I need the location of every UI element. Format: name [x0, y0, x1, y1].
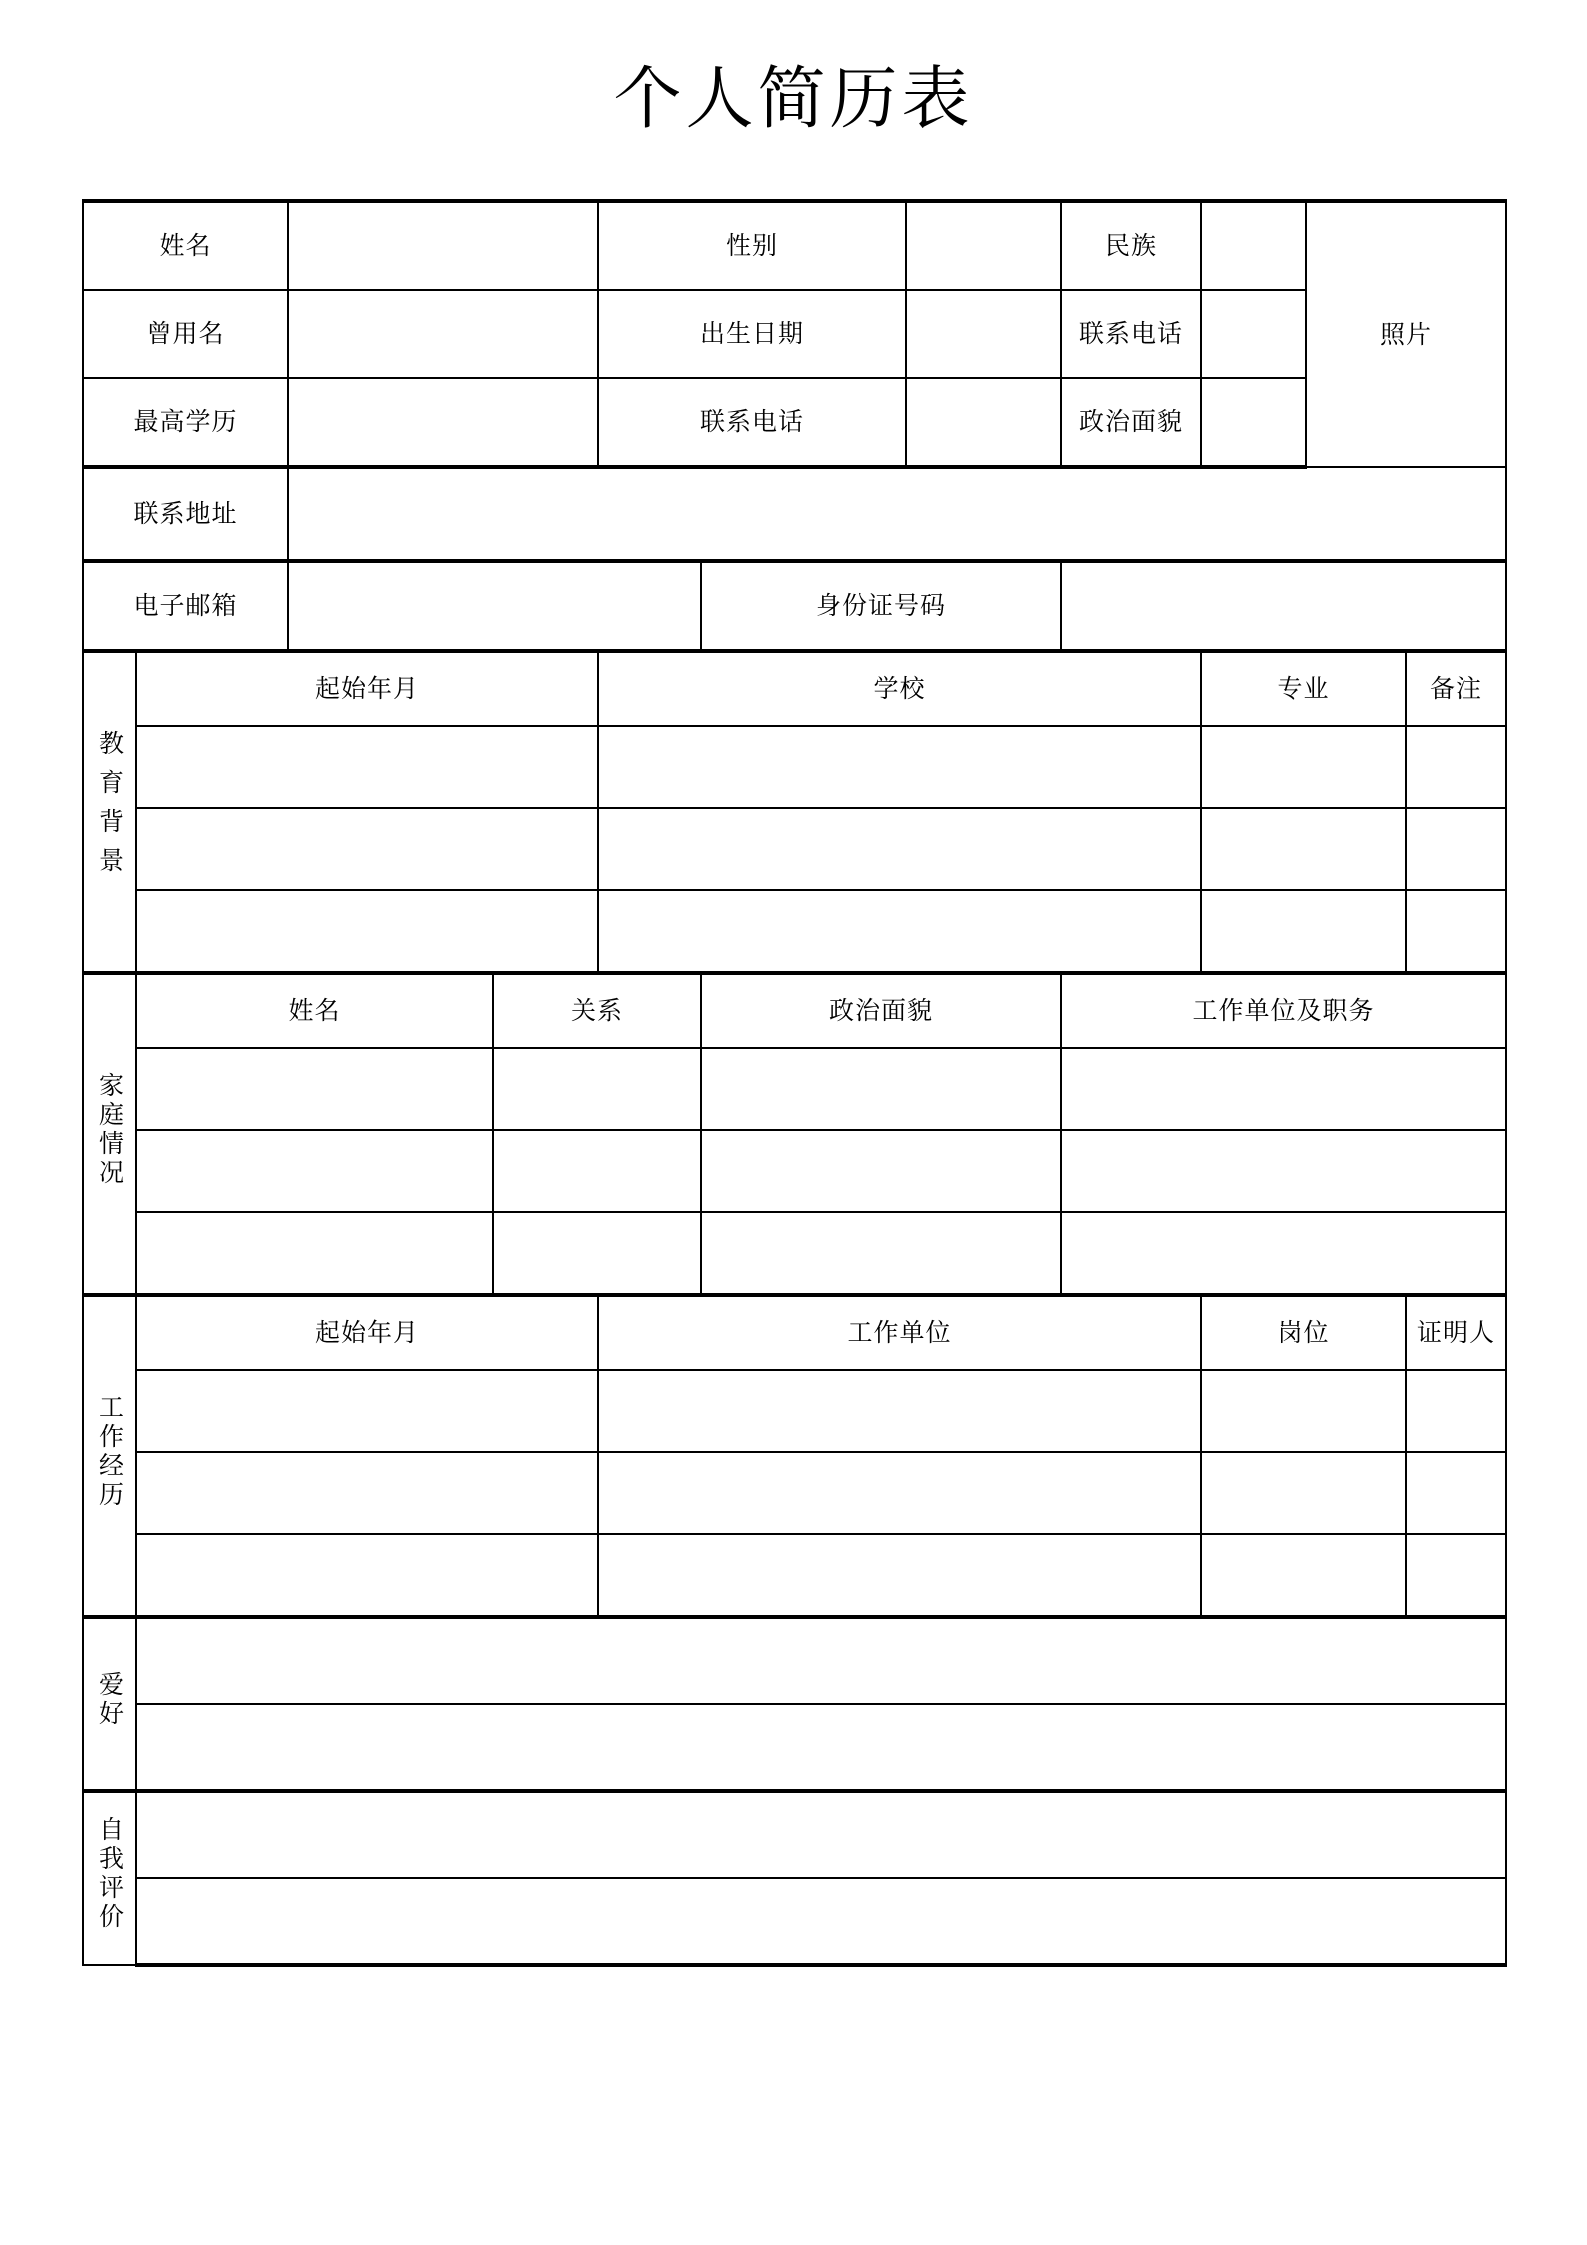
section-label-family-text: 家庭情况: [95, 1071, 125, 1188]
column-header-work-position: 岗位: [1201, 1295, 1406, 1370]
column-header-edu-major: 专业: [1201, 651, 1406, 726]
column-header-family-name: 姓名: [136, 973, 493, 1048]
cell-hobby-line[interactable]: [136, 1617, 1506, 1704]
cell-work-reference[interactable]: [1406, 1534, 1506, 1617]
cell-work-start-date[interactable]: [136, 1370, 598, 1452]
table-row-former-name: [83, 290, 1506, 378]
field-value-former-name[interactable]: [288, 290, 598, 378]
column-header-work-start-date: 起始年月: [136, 1295, 598, 1370]
cell-family-relation[interactable]: [493, 1212, 701, 1295]
field-value-birthdate[interactable]: [906, 290, 1061, 378]
cell-family-relation[interactable]: [493, 1130, 701, 1212]
field-label-birthdate: 出生日期: [598, 290, 906, 378]
cell-family-relation[interactable]: [493, 1048, 701, 1130]
cell-edu-major[interactable]: [1201, 726, 1406, 808]
cell-edu-remark[interactable]: [1406, 890, 1506, 973]
cell-family-political-status[interactable]: [701, 1130, 1061, 1212]
field-label-former-name: 曾用名: [83, 290, 288, 378]
cell-work-reference[interactable]: [1406, 1370, 1506, 1452]
table-row-education-entry: [83, 890, 1506, 973]
field-value-name[interactable]: [288, 201, 598, 290]
photo-placeholder[interactable]: 照片: [1306, 201, 1506, 467]
table-row-address: [83, 467, 1506, 561]
table-row-email-id: [83, 561, 1506, 651]
cell-edu-major[interactable]: [1201, 808, 1406, 890]
table-row-education-entry: [83, 726, 1506, 808]
cell-edu-major[interactable]: [1201, 890, 1406, 973]
field-value-address[interactable]: [288, 467, 1506, 561]
field-label-name: 姓名: [83, 201, 288, 290]
cell-work-position[interactable]: [1201, 1370, 1406, 1452]
column-header-family-employer-position: 工作单位及职务: [1061, 973, 1506, 1048]
cell-edu-start-date[interactable]: [136, 726, 598, 808]
cell-edu-remark[interactable]: [1406, 726, 1506, 808]
table-row-work-entry: [83, 1452, 1506, 1534]
field-label-phone-2: 联系电话: [598, 378, 906, 467]
page-title: 个人简历表: [613, 60, 974, 139]
section-label-work-text: 工作经历: [95, 1393, 125, 1510]
cell-hobby-line[interactable]: [136, 1704, 1506, 1791]
field-value-ethnicity[interactable]: [1201, 201, 1306, 290]
cell-family-name[interactable]: [136, 1048, 493, 1130]
table-row-family-header: [83, 973, 1506, 1048]
cell-work-employer[interactable]: [598, 1370, 1201, 1452]
cell-work-position[interactable]: [1201, 1452, 1406, 1534]
field-value-gender[interactable]: [906, 201, 1061, 290]
cell-work-employer[interactable]: [598, 1534, 1201, 1617]
table-row-family-entry: [83, 1048, 1506, 1130]
field-value-highest-education[interactable]: [288, 378, 598, 467]
field-value-phone-2[interactable]: [906, 378, 1061, 467]
cell-family-name[interactable]: [136, 1130, 493, 1212]
cell-work-start-date[interactable]: [136, 1452, 598, 1534]
section-label-family: [83, 973, 136, 1295]
table-row-education-level: [83, 378, 1506, 467]
column-header-family-relation: 关系: [493, 973, 701, 1048]
cell-edu-school[interactable]: [598, 726, 1201, 808]
section-label-hobby-text: 爱好: [95, 1670, 125, 1729]
cell-family-political-status[interactable]: [701, 1048, 1061, 1130]
cell-edu-school[interactable]: [598, 808, 1201, 890]
column-header-work-employer: 工作单位: [598, 1295, 1201, 1370]
cell-edu-remark[interactable]: [1406, 808, 1506, 890]
cell-family-employer-position[interactable]: [1061, 1048, 1506, 1130]
table-row-self-eval: [83, 1878, 1506, 1965]
cell-work-employer[interactable]: [598, 1452, 1201, 1534]
cell-edu-start-date[interactable]: [136, 890, 598, 973]
field-label-political-status: 政治面貌: [1061, 378, 1201, 467]
cell-work-start-date[interactable]: [136, 1534, 598, 1617]
table-row-work-header: [83, 1295, 1506, 1370]
cell-self-eval-line[interactable]: [136, 1878, 1506, 1965]
field-value-id-number[interactable]: [1061, 561, 1506, 651]
section-label-work: [83, 1295, 136, 1617]
table-row-hobby: [83, 1704, 1506, 1791]
section-label-education-text: 教育背景: [95, 729, 125, 886]
table-row-work-entry: [83, 1534, 1506, 1617]
field-label-gender: 性别: [598, 201, 906, 290]
cell-family-political-status[interactable]: [701, 1212, 1061, 1295]
cell-self-eval-line[interactable]: [136, 1791, 1506, 1878]
table-row-name: [83, 201, 1506, 290]
table-row-education-header: [83, 651, 1506, 726]
cell-edu-start-date[interactable]: [136, 808, 598, 890]
field-label-address: 联系地址: [83, 467, 288, 561]
field-value-phone-1[interactable]: [1201, 290, 1306, 378]
table-row-education-entry: [83, 808, 1506, 890]
cell-work-reference[interactable]: [1406, 1452, 1506, 1534]
resume-table: [82, 199, 1507, 1967]
column-header-edu-remark: 备注: [1406, 651, 1506, 726]
cell-edu-school[interactable]: [598, 890, 1201, 973]
cell-family-employer-position[interactable]: [1061, 1130, 1506, 1212]
table-row-family-entry: [83, 1130, 1506, 1212]
section-label-hobby: [83, 1617, 136, 1791]
table-row-self-eval: [83, 1791, 1506, 1878]
table-row-work-entry: [83, 1370, 1506, 1452]
table-row-hobby: [83, 1617, 1506, 1704]
field-label-id-number: 身份证号码: [701, 561, 1061, 651]
field-value-political-status[interactable]: [1201, 378, 1306, 467]
field-label-highest-education: 最高学历: [83, 378, 288, 467]
field-label-phone-1: 联系电话: [1061, 290, 1201, 378]
cell-work-position[interactable]: [1201, 1534, 1406, 1617]
section-label-education: [83, 651, 136, 973]
column-header-edu-school: 学校: [598, 651, 1201, 726]
table-row-family-entry: [83, 1212, 1506, 1295]
column-header-work-reference: 证明人: [1406, 1295, 1506, 1370]
cell-family-employer-position[interactable]: [1061, 1212, 1506, 1295]
field-label-ethnicity: 民族: [1061, 201, 1201, 290]
column-header-edu-start-date: 起始年月: [136, 651, 598, 726]
cell-family-name[interactable]: [136, 1212, 493, 1295]
field-value-email[interactable]: [288, 561, 701, 651]
column-header-family-political-status: 政治面貌: [701, 973, 1061, 1048]
section-label-self-eval: [83, 1791, 136, 1965]
field-label-email: 电子邮箱: [83, 561, 288, 651]
section-label-self-eval-text: 自我评价: [95, 1816, 125, 1932]
